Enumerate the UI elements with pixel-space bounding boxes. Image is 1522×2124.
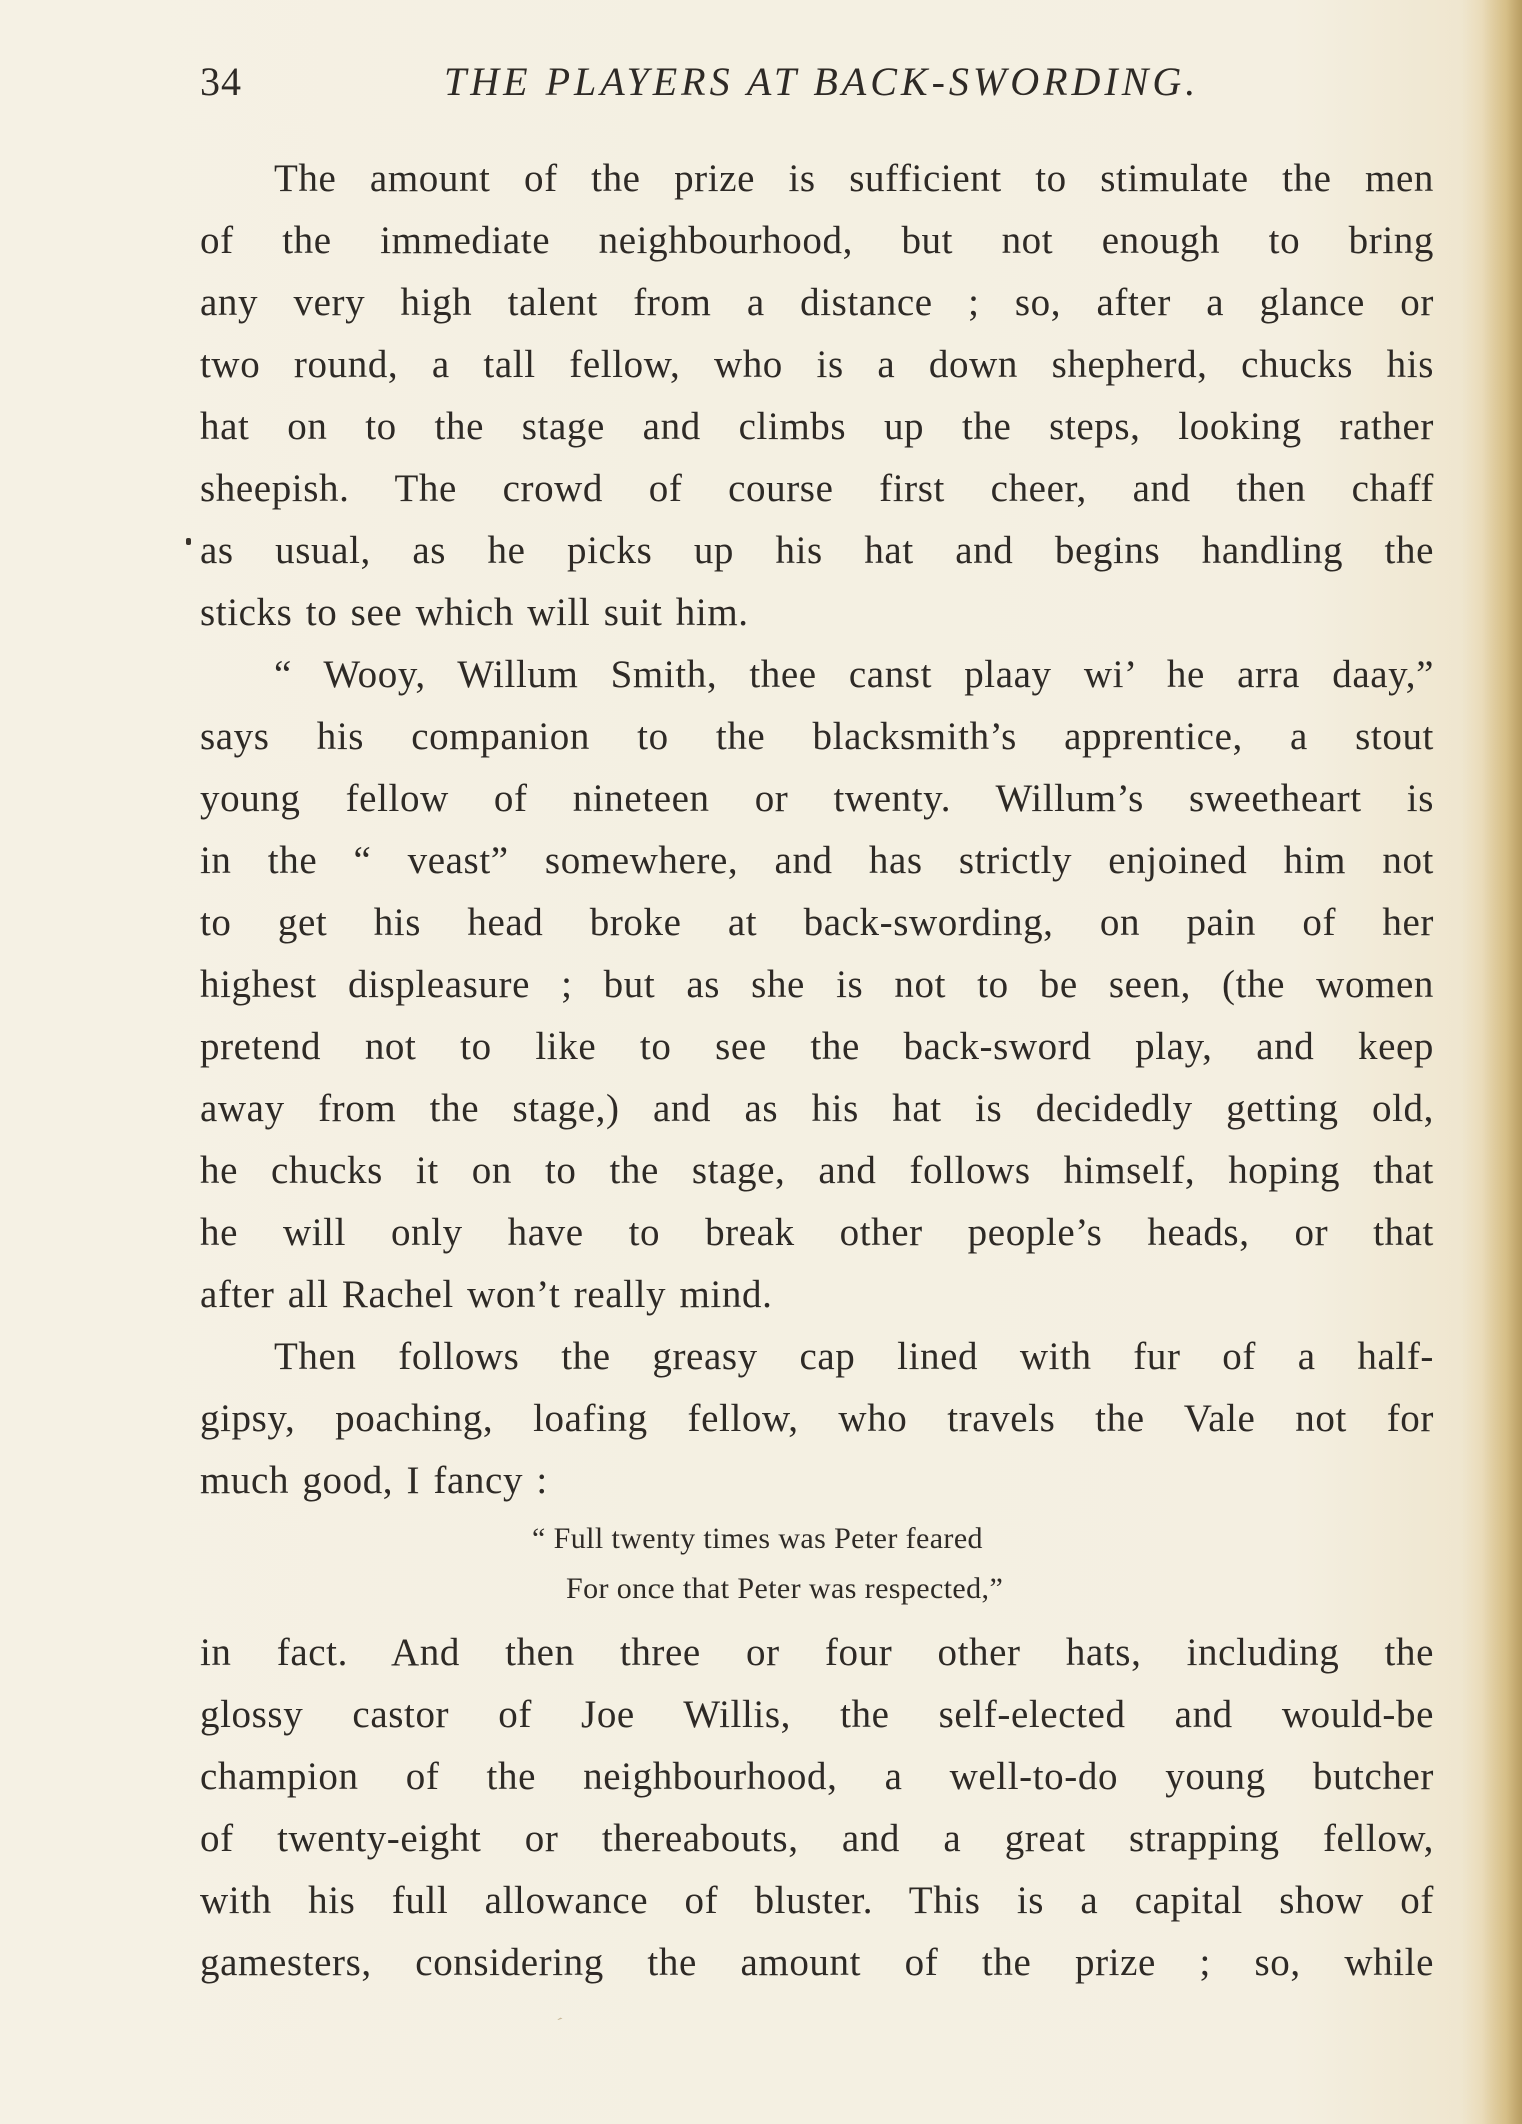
text-line: gamesters, considering the amount of the prize ; so, while bbox=[200, 1941, 1434, 1984]
body-text-after-quote bbox=[200, 1622, 1434, 1994]
text-line: to get his head broke at back-swording, on pain of her bbox=[200, 901, 1434, 944]
text-line: any very high talent from a distance ; so, after a glance or bbox=[200, 281, 1434, 324]
text-line: of twenty-eight or thereabouts, and a great strapping fellow, bbox=[200, 1817, 1434, 1860]
text-line: sheepish. The crowd of course first cheer, and then chaff bbox=[200, 467, 1434, 510]
text-line: sticks to see which will suit him. bbox=[200, 591, 749, 634]
text-line: young fellow of nineteen or twenty. Willum’s sweetheart is bbox=[200, 777, 1434, 820]
text-line: in fact. And then three or four other hats, including the bbox=[200, 1631, 1434, 1674]
running-header bbox=[0, 58, 1522, 118]
text-line: glossy castor of Joe Willis, the self-elected and would-be bbox=[200, 1693, 1434, 1736]
text-line: away from the stage,) and as his hat is decidedly getting old, bbox=[200, 1087, 1434, 1130]
running-title: THE PLAYERS AT BACK-SWORDING. bbox=[444, 59, 1200, 104]
text-line: gipsy, poaching, loafing fellow, who travels the Vale not for bbox=[200, 1397, 1434, 1440]
verse-line: For once that Peter was respected,” bbox=[566, 1572, 1004, 1605]
page-edge-shading bbox=[1482, 0, 1522, 2124]
text-line: of the immediate neighbourhood, but not enough to bring bbox=[200, 219, 1434, 262]
text-line: The amount of the prize is sufficient to stimulate the men bbox=[274, 157, 1434, 200]
verse-quotation bbox=[532, 1514, 1232, 1614]
text-line: champion of the neighbourhood, a well-to-do young butcher bbox=[200, 1755, 1434, 1798]
text-line: Then follows the greasy cap lined with fur of a half- bbox=[274, 1335, 1434, 1378]
text-line: hat on to the stage and climbs up the steps, looking rather bbox=[200, 405, 1434, 448]
text-line: with his full allowance of bluster. This is a capital show of bbox=[200, 1879, 1434, 1922]
text-line: he chucks it on to the stage, and follows himself, hoping that bbox=[200, 1149, 1434, 1192]
text-line: in the “ veast” somewhere, and has strictly enjoined him not bbox=[200, 839, 1434, 882]
text-line: pretend not to like to see the back-sword play, and keep bbox=[200, 1025, 1434, 1068]
page-number: 34 bbox=[200, 59, 242, 104]
text-line: he will only have to break other people’s heads, or that bbox=[200, 1211, 1434, 1254]
body-text-before-quote bbox=[200, 148, 1434, 1512]
verse-line: “ Full twenty times was Peter feared bbox=[532, 1522, 983, 1555]
paper-speck: ˊ bbox=[550, 2013, 565, 2037]
text-line: “ Wooy, Willum Smith, thee canst plaay wi’ he arra daay,” bbox=[274, 653, 1434, 696]
text-line: two round, a tall fellow, who is a down shepherd, chucks his bbox=[200, 343, 1434, 386]
text-line: as usual, as he picks up his hat and begins handling the bbox=[200, 529, 1434, 572]
text-line: after all Rachel won’t really mind. bbox=[200, 1273, 773, 1316]
text-line: says his companion to the blacksmith’s apprentice, a stout bbox=[200, 715, 1434, 758]
text-line: highest displeasure ; but as she is not to be seen, (the women bbox=[200, 963, 1434, 1006]
margin-speck bbox=[186, 538, 191, 545]
text-line: much good, I fancy : bbox=[200, 1459, 548, 1502]
